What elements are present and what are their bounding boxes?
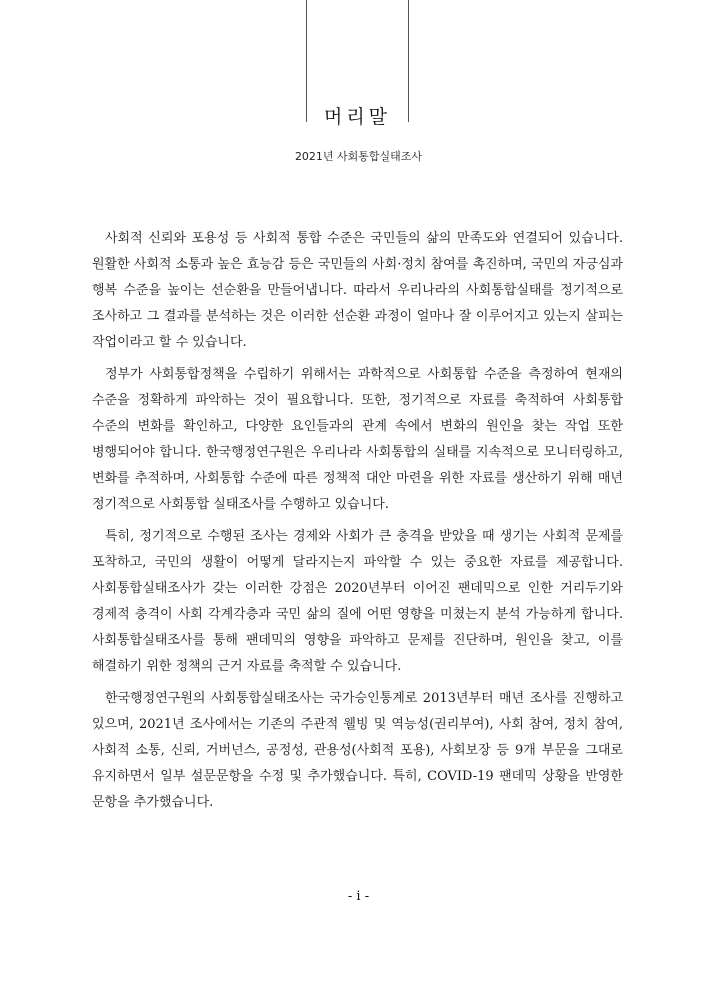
- page-number: - i -: [347, 889, 370, 904]
- paragraph: 특히, 정기적으로 수행된 조사는 경제와 사회가 큰 충격을 받았을 때 생기는 사회적 문제를 포착하고, 국민의 생활이 어떻게 달라지는지 파악할 수 있는 중요한 자료를 제공합니다. 사회통합실태조사가 갖는 이러한 강점은 2020년부터 이어진 팬데믹으로 인한 거리두기와 경제적 충격이 사회 각계각층과 국민 삶의 질에 어떤 영향을 미쳤는지 분석 가능하게 합니다. 사회통합실태조사를 통해 팬데믹의 영향을 파악하고 문제를 진단하며, 원인을 찾고, 이를 해결하기 위한 정책의 근거 자료를 축적할 수 있습니다.: [92, 529, 623, 674]
- paragraph: 사회적 신뢰와 포용성 등 사회적 통합 수준은 국민들의 삶의 만족도와 연결되어 있습니다. 원활한 사회적 소통과 높은 효능감 등은 국민들의 사회·정치 참여를 촉진하며, 국민의 자긍심과 행복 수준을 높이는 선순환을 만들어냅니다. 따라서 우리나라의 사회통합실태를 정기적으로 조사하고 그 결과를 분석하는 것은 이러한 선순환 과정이 얼마나 잘 이루어지고 있는지 살피는 작업이라고 할 수 있습니다.: [92, 231, 623, 350]
- page-subtitle: 2021년 사회통합실태조사: [294, 150, 423, 163]
- preface-body: [92, 226, 623, 822]
- paragraph: 한국행정연구원의 사회통합실태조사는 국가승인통계로 2013년부터 매년 조사를 진행하고 있으며, 2021년 조사에서는 기존의 주관적 웰빙 및 역능성(권리부여), 사회 참여, 정치 참여, 사회적 소통, 신뢰, 거버넌스, 공정성, 관용성(사회적 포용), 사회보장 등 9개 부문을 그대로 유지하면서 일부 설문문항을 수정 및 추가했습니다. 특히, COVID-19 팬데믹 상황을 반영한 문항을 추가했습니다.: [92, 691, 623, 810]
- page-title: 머리말: [323, 106, 392, 128]
- paragraph: 정부가 사회통합정책을 수립하기 위해서는 과학적으로 사회통합 수준을 측정하여 현재의 수준을 정확하게 파악하는 것이 필요합니다. 또한, 정기적으로 자료를 축적하여 사회통합 수준의 변화를 확인하고, 다양한 요인들과의 관계 속에서 변화의 원인을 찾는 작업 또한 병행되어야 합니다. 한국행정연구원은 우리나라 사회통합의 실태를 지속적으로 모니터링하고, 변화를 추적하며, 사회통합 수준에 따른 정책적 대안 마련을 위한 자료를 생산하기 위해 매년 정기적으로 사회통합 실태조사를 수행하고 있습니다.: [92, 367, 623, 512]
